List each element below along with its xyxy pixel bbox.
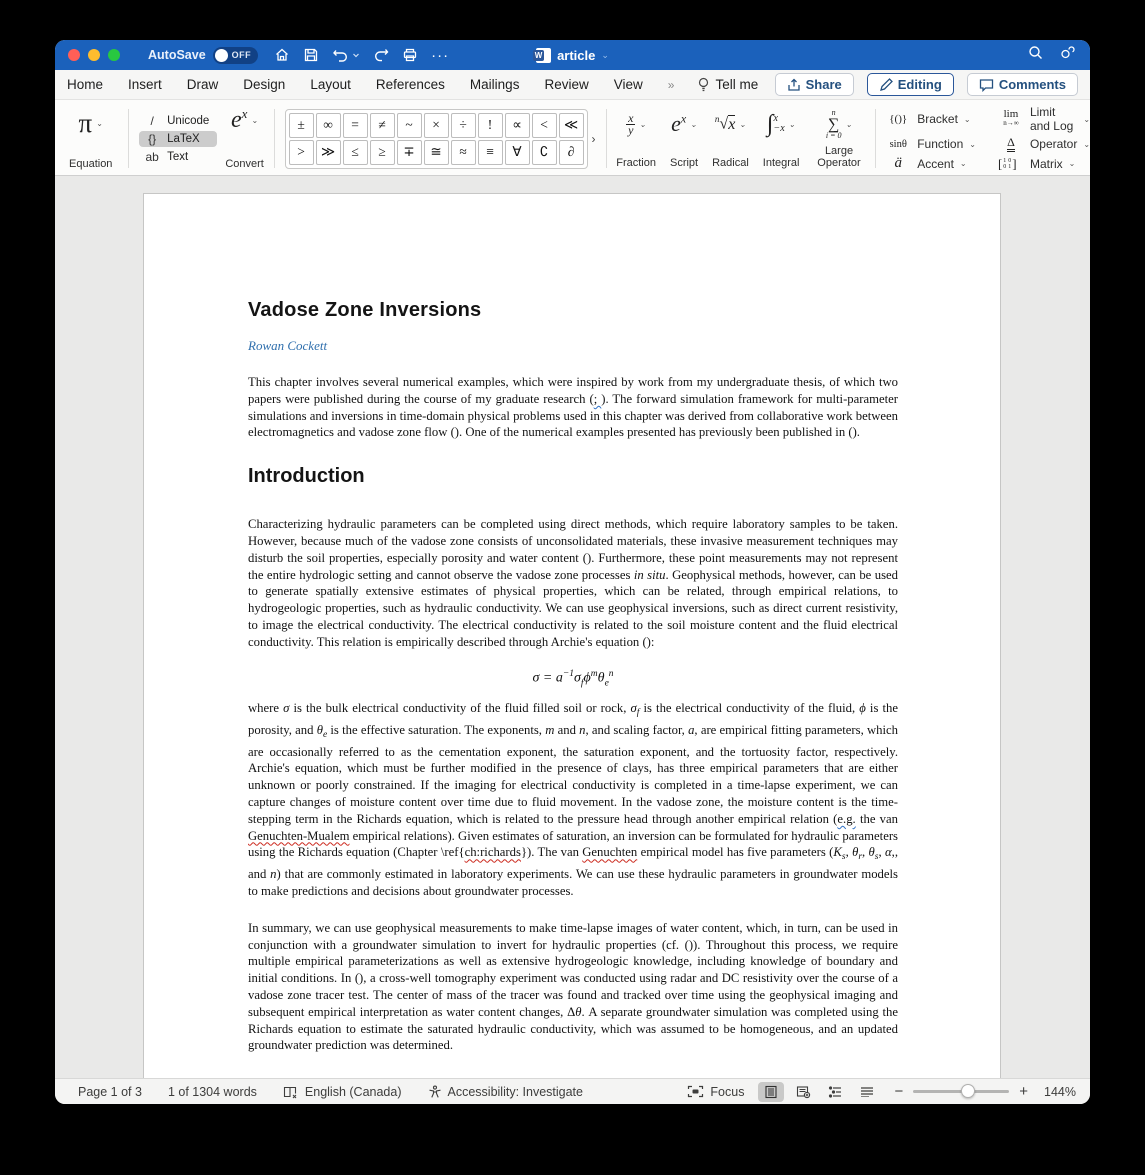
bracket-icon: {()} bbox=[889, 113, 908, 125]
zoom-window-button[interactable] bbox=[108, 49, 120, 61]
symbol-cell[interactable]: ∀ bbox=[505, 140, 530, 165]
accent-icon: ä bbox=[894, 155, 902, 171]
traffic-lights bbox=[68, 49, 120, 61]
document-heading-title: Vadose Zone Inversions bbox=[248, 299, 482, 321]
tab-home[interactable]: Home bbox=[67, 77, 104, 92]
limit-and-log-dropdown[interactable]: lim n→∞ Limit and Log ⌄ bbox=[998, 105, 1090, 133]
toggle-knob-icon bbox=[215, 49, 228, 62]
comment-bubble-icon bbox=[979, 78, 994, 92]
tab-layout[interactable]: Layout bbox=[310, 77, 351, 92]
tell-me-control[interactable] bbox=[697, 77, 758, 92]
focus-mode-button[interactable]: Focus bbox=[687, 1085, 744, 1099]
accessibility-person-icon bbox=[428, 1085, 442, 1099]
chevron-down-icon: ⌄ bbox=[639, 119, 647, 129]
document-author: Rowan Cockett bbox=[248, 338, 328, 353]
paragraph: Characterizing hydraulic parameters can be completed using direct methods, which require laboratory samples to be taken. However, because much of the vadose zone consists of unconsolidated materials, these invasive measurement techniques may disturb the soil properties, especially porosity and water content (). Furthermore, these point measurements may not represent the entire hydrologic setting and cannot observe the vadose zone processes in situ. Geophysical methods, however, can be used to generate spatially extensive estimates of physical properties, which can be related, through empirical relations, to hydrogeologic properties, such as hydraulic conductivity. We can use geophysical inversions, such as direct current resistivity, to image the electrical conductivity. The electrical conductivity is related to the soil moisture content and the fluid electrical conductivity. This relation is empirically described through Archie's equation (): bbox=[248, 517, 898, 649]
symbol-cell[interactable]: ≡ bbox=[478, 140, 503, 165]
chevron-down-icon: ⌄ bbox=[959, 159, 967, 168]
large-operator-dropdown[interactable]: n ∑ i = 0 ⌄ Large Operator bbox=[817, 107, 861, 169]
document-title-chevron-icon[interactable]: ⌄ bbox=[601, 49, 609, 60]
print-layout-icon bbox=[764, 1085, 778, 1099]
chevron-down-icon: ⌄ bbox=[1083, 139, 1090, 149]
tab-design[interactable]: Design bbox=[243, 77, 286, 92]
draft-icon bbox=[860, 1087, 874, 1097]
tell-me-label: Tell me bbox=[715, 77, 759, 92]
tab-overflow-chevrons-icon[interactable]: » bbox=[667, 77, 673, 92]
equation-dropdown[interactable]: π ⌄ Equation bbox=[69, 108, 113, 170]
chevron-down-icon: ⌄ bbox=[251, 115, 259, 125]
web-layout-icon bbox=[796, 1085, 811, 1099]
tab-mailings[interactable]: Mailings bbox=[469, 77, 520, 92]
pencil-icon bbox=[879, 78, 893, 92]
close-window-button[interactable] bbox=[68, 49, 80, 61]
bracket-dropdown[interactable]: {()} Bracket ⌄ bbox=[885, 105, 976, 133]
autosave-label: AutoSave bbox=[148, 48, 206, 62]
pi-equation-icon: π bbox=[78, 108, 93, 138]
radical-dropdown[interactable]: $^n$√x ⌄ Radical bbox=[712, 114, 749, 169]
symbol-cell[interactable]: ≥ bbox=[370, 140, 395, 165]
text-ab-icon: ab bbox=[145, 149, 159, 164]
tab-references[interactable]: References bbox=[375, 77, 445, 92]
symbol-cell[interactable]: ∞ bbox=[316, 113, 341, 138]
chevron-down-icon: ⌄ bbox=[1068, 159, 1076, 168]
home-icon[interactable] bbox=[274, 47, 290, 63]
editing-mode-button[interactable]: Editing bbox=[867, 73, 954, 96]
integral-dropdown[interactable]: ∫ x −x ⌄ Integral bbox=[762, 110, 800, 169]
large-operator-icon: n ∑ i = 0 bbox=[825, 107, 842, 140]
mode-text-button[interactable]: ab Text bbox=[145, 149, 189, 164]
chevron-down-icon: ⌄ bbox=[963, 114, 971, 124]
chevron-down-icon: ⌄ bbox=[739, 119, 746, 129]
e-to-x-icon: $e^x$ bbox=[231, 106, 248, 133]
autosave-control bbox=[148, 47, 258, 64]
document-title[interactable]: article bbox=[557, 47, 596, 63]
integral-icon: ∫ x −x bbox=[766, 110, 785, 137]
radical-icon: $^n$√x bbox=[714, 114, 736, 133]
document-workspace bbox=[55, 176, 1090, 1078]
word-window bbox=[55, 40, 1090, 1104]
symbol-cell[interactable]: ≫ bbox=[316, 140, 341, 165]
symbol-cell[interactable]: ∁ bbox=[532, 140, 557, 165]
language-control[interactable]: English (Canada) bbox=[283, 1085, 402, 1099]
symbol-cell[interactable]: × bbox=[424, 113, 449, 138]
symbol-gallery bbox=[285, 106, 596, 171]
archie-equation: $\sigma = a^{-1}\sigma_f\phi^m\theta_e^n$ bbox=[532, 668, 614, 689]
minimize-window-button[interactable] bbox=[88, 49, 100, 61]
symbol-cell[interactable]: ~ bbox=[397, 113, 422, 138]
symbol-cell[interactable]: ≪ bbox=[559, 113, 584, 138]
latex-braces-icon: {} bbox=[148, 131, 157, 146]
symbol-cell[interactable]: ≠ bbox=[370, 113, 395, 138]
comments-button[interactable]: Comments bbox=[967, 73, 1078, 96]
focus-icon bbox=[687, 1085, 704, 1098]
web-layout-view-button[interactable] bbox=[790, 1082, 816, 1102]
symbol-cell[interactable]: ! bbox=[478, 113, 503, 138]
zoom-slider[interactable] bbox=[913, 1090, 1009, 1093]
script-icon: $e^x$ bbox=[671, 111, 687, 136]
chevron-down-icon: ⌄ bbox=[969, 139, 976, 149]
zoom-out-button[interactable]: − bbox=[894, 1083, 904, 1100]
zoom-in-button[interactable]: + bbox=[1019, 1083, 1028, 1100]
share-contacts-icon[interactable] bbox=[1059, 45, 1076, 65]
symbol-cell[interactable]: ∝ bbox=[505, 113, 530, 138]
paragraph: This chapter involves several numerical examples, which were inspired by work from my undergraduate thesis, of which two papers were published during the course of my graduate research (; ). The forward simulation framework for multi-parameter simulations and inversions in time-domain physical problems used in this chapter was derived from collaborative work between electromagnetics and vadose zone flow (). One of the numerical examples presented has previously been published in (). bbox=[248, 375, 899, 440]
tab-view[interactable]: View bbox=[613, 77, 643, 92]
paragraph: In summary, we can use geophysical measurements to make time-lapse images of water content, which, in turn, can be used in conjunction with a groundwater simulation to invert for hydraulic properties (cf. ()). Throughout this process, we require multiple empirical parameterizations as well as extensive hydrogeologic knowledge, including knowledge of boundary and initial conditions. In (), a cross-well tomography experiment was conducted using radar and DC resistivity over the course of a vadose zone tracer test. The center of mass of the tracer was found and tracked over time using the geophysical imaging and subsequent empirical interpretation as water content changes, Δθ. A separate groundwater simulation was completed using the Richards equation to estimate the saturated hydraulic conductivity, which was assumed to be homogeneous, and an updated groundwater prediction was determined. bbox=[248, 920, 898, 1053]
function-icon: sinθ bbox=[889, 138, 907, 150]
accent-dropdown[interactable]: ä Accent ⌄ bbox=[885, 155, 976, 172]
word-app-icon: W bbox=[536, 48, 551, 63]
search-icon[interactable] bbox=[1028, 45, 1043, 65]
chevron-down-icon: ⌄ bbox=[690, 119, 697, 129]
mode-unicode-button[interactable]: / Unicode bbox=[139, 113, 217, 129]
lightbulb-icon bbox=[697, 77, 710, 92]
document-page[interactable] bbox=[143, 193, 1001, 1078]
autosave-toggle[interactable] bbox=[213, 47, 259, 64]
outline-view-button[interactable] bbox=[822, 1082, 848, 1102]
redo-button[interactable] bbox=[373, 47, 389, 63]
outline-icon bbox=[828, 1086, 843, 1098]
symbol-cell[interactable]: > bbox=[289, 140, 314, 165]
script-dropdown[interactable]: $e^x$ ⌄ Script bbox=[669, 111, 699, 169]
symbol-cell[interactable]: < bbox=[532, 113, 557, 138]
word-count[interactable]: 1 of 1304 words bbox=[167, 1084, 257, 1099]
ribbon-equation-tools bbox=[55, 100, 1090, 176]
symbol-cell[interactable]: ≤ bbox=[343, 140, 368, 165]
zoom-slider-thumb[interactable] bbox=[961, 1084, 975, 1098]
function-dropdown[interactable]: sinθ Function ⌄ bbox=[885, 136, 976, 152]
tab-insert[interactable]: Insert bbox=[128, 77, 162, 92]
paragraph: where σ is the bulk electrical conductivity of the fluid filled soil or rock, $\sigma_f$ is the electrical conductivity of the fluid, ϕ is the porosity, and $\theta_e$ is the effective saturation. The exponents, m and n, and scaling factor, a, are empirical fitting parameters, which are occasionally referred to as the cementation exponent, the saturation exponent, and the tortuosity factor, respectively. Archie's equation, which must be further modified in the presence of clays, has three empirical parameters that are either unknown or poorly constrained. If the imaging for electrical conductivity is completed in a time-lapse experiment, we can capture changes of moisture content over time due to fluid movement. In the vadose zone, the moisture content is the time-stepping term in the Richards equation, which is related to the pressure head through another empirical relation (e.g. the van Genuchten-Mualem empirical relations). Given estimates of saturation, an inversion can be formulated for hydraulic parameters using the Richards equation (Chapter \ref{ch:richards}). The van Genuchten empirical model has five parameters ($K_s$, $\theta_r$, $\theta_s$, α,, and n) that are commonly estimated in laboratory experiments. We can use these hydraulic parameters in groundwater models to make predictions and decisions about groundwater processes. bbox=[248, 701, 899, 898]
mode-latex-button[interactable]: {} LaTeX bbox=[139, 131, 217, 147]
page-count[interactable]: Page 1 of 3 bbox=[78, 1084, 142, 1099]
symbol-cell[interactable]: ≅ bbox=[424, 140, 449, 165]
limit-icon: lim n→∞ bbox=[1003, 108, 1019, 127]
operator-icon: Δ bbox=[998, 136, 1024, 152]
convert-dropdown[interactable]: $e^x$ ⌄ Convert bbox=[225, 106, 264, 170]
draft-view-button[interactable] bbox=[854, 1082, 880, 1102]
symbol-cell[interactable]: = bbox=[343, 113, 368, 138]
chevron-down-icon: ⌄ bbox=[96, 118, 103, 128]
section-heading-introduction: Introduction bbox=[248, 465, 365, 488]
fraction-icon: $\frac{x}{y}$ bbox=[628, 110, 634, 137]
tab-draw[interactable]: Draw bbox=[186, 77, 219, 92]
share-icon bbox=[787, 78, 801, 92]
matrix-icon: [ 1 0 0 1 ] bbox=[997, 155, 1017, 171]
share-button[interactable]: Share bbox=[775, 73, 854, 96]
proofing-errors-icon bbox=[283, 1085, 299, 1099]
save-icon[interactable] bbox=[303, 47, 319, 63]
unicode-icon: / bbox=[150, 113, 154, 128]
status-bar bbox=[55, 1078, 1090, 1104]
zoom-percentage[interactable]: 144% bbox=[1044, 1084, 1076, 1099]
chevron-down-icon: ⌄ bbox=[788, 119, 796, 129]
print-layout-view-button[interactable] bbox=[758, 1082, 784, 1102]
print-icon[interactable] bbox=[402, 47, 418, 63]
ribbon-tab-row bbox=[55, 70, 1090, 100]
chevron-down-icon: ⌄ bbox=[1083, 114, 1090, 124]
equation-input-modes bbox=[139, 106, 217, 171]
gallery-more-chevron-icon[interactable]: › bbox=[591, 131, 596, 146]
operator-dropdown[interactable]: Δ Operator ⌄ bbox=[998, 136, 1090, 152]
symbol-cell[interactable]: ∓ bbox=[397, 140, 422, 165]
tab-review[interactable]: Review bbox=[544, 77, 589, 92]
titlebar bbox=[55, 40, 1090, 70]
autosave-state: OFF bbox=[231, 50, 252, 60]
undo-chevron-icon bbox=[352, 51, 360, 59]
accessibility-control[interactable]: Accessibility: Investigate bbox=[428, 1085, 583, 1099]
chevron-down-icon: ⌄ bbox=[845, 119, 853, 129]
symbol-cell[interactable]: ÷ bbox=[451, 113, 476, 138]
symbol-cell[interactable]: ≈ bbox=[451, 140, 476, 165]
fraction-dropdown[interactable]: $\frac{x}{y}$ ⌄ Fraction bbox=[616, 110, 656, 169]
matrix-dropdown[interactable]: [ 1 0 0 1 ] Matrix ⌄ bbox=[997, 155, 1076, 171]
more-commands-icon[interactable]: ··· bbox=[431, 46, 450, 64]
symbol-cell[interactable]: ∂ bbox=[559, 140, 584, 165]
symbol-cell[interactable]: ± bbox=[289, 113, 314, 138]
undo-button[interactable] bbox=[332, 47, 360, 63]
